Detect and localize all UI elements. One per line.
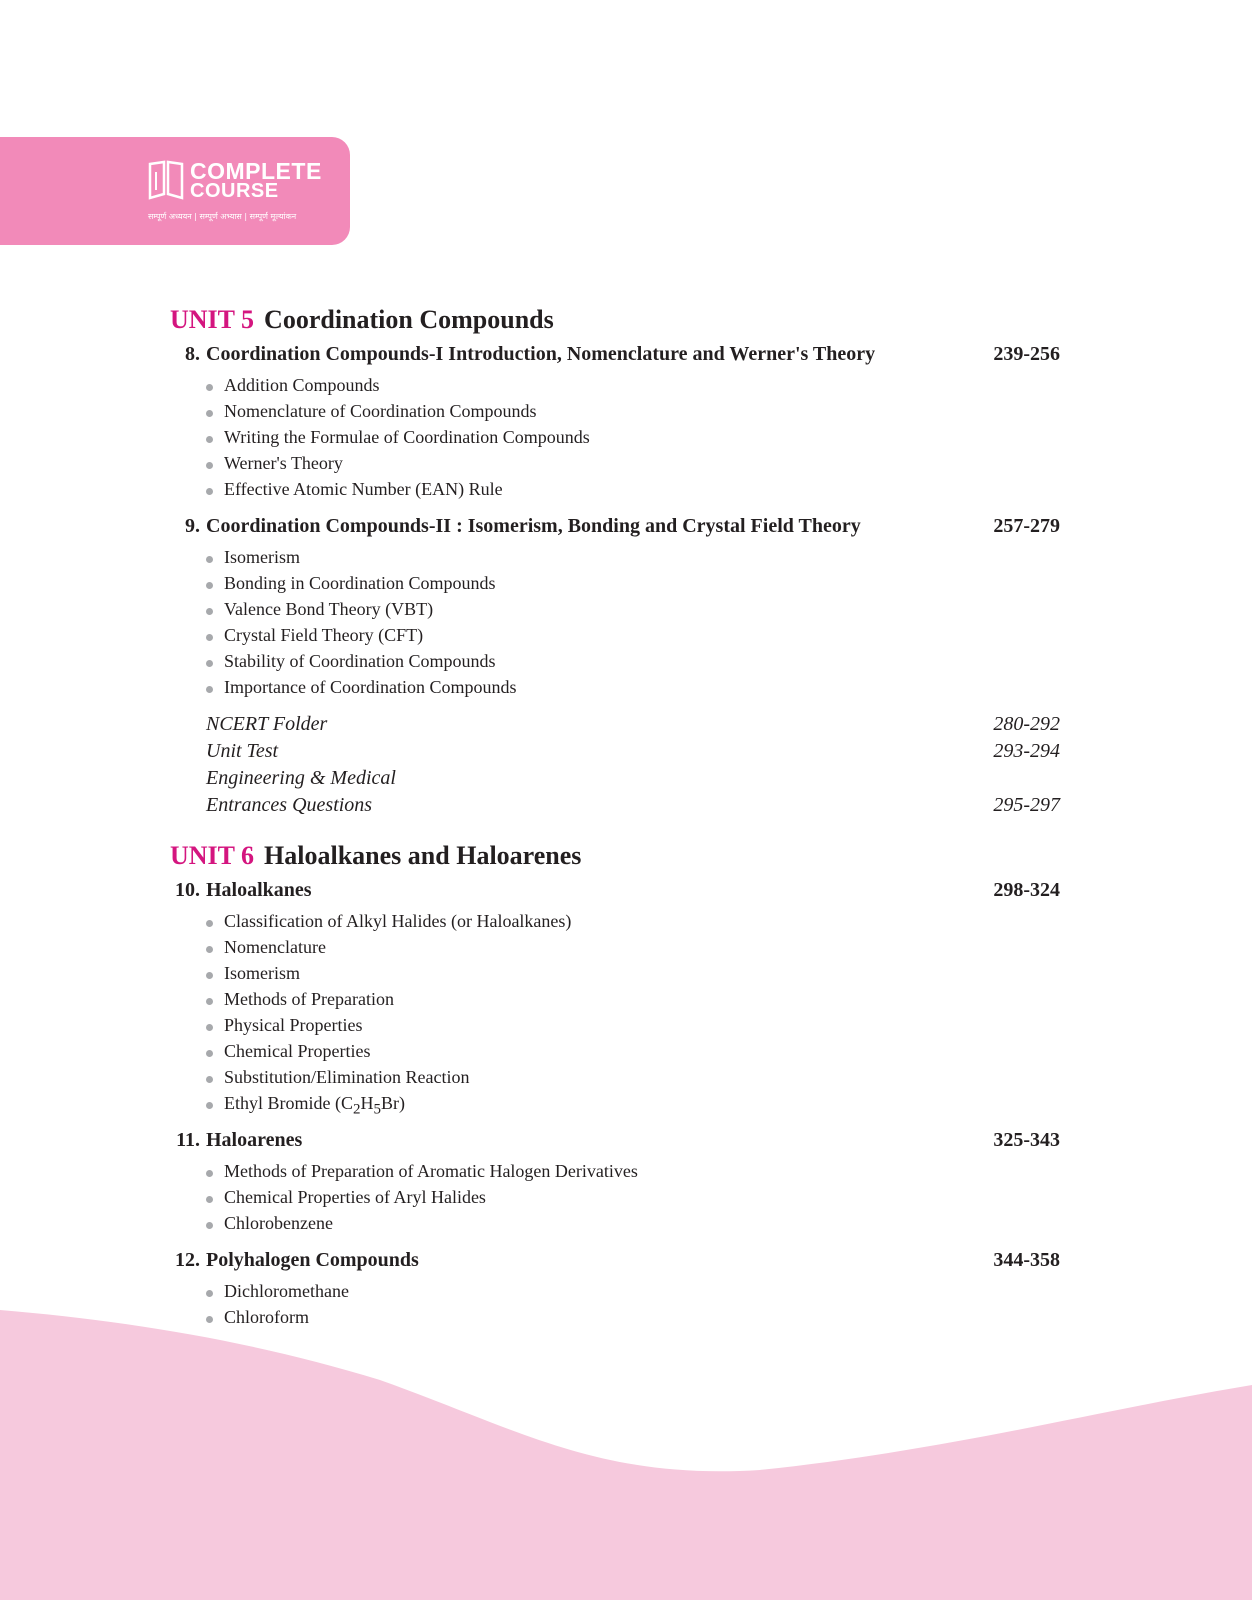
topic-item: Bonding in Coordination Compounds	[170, 573, 1060, 599]
topic-item: Methods of Preparation	[170, 989, 1060, 1015]
chapter-heading[interactable]	[170, 515, 1060, 547]
table-of-contents	[170, 305, 1060, 1343]
extra-pages: 295-297	[993, 794, 1060, 816]
topic-item: Chlorobenzene	[170, 1213, 1060, 1239]
extra-pages: 293-294	[993, 740, 1060, 762]
bullet-icon	[206, 410, 213, 417]
bullet-icon	[206, 1290, 213, 1297]
bullet-icon	[206, 1222, 213, 1229]
unit-heading	[170, 841, 1060, 879]
chapter-number: 8.	[185, 343, 200, 365]
extra-section[interactable]	[170, 740, 1060, 767]
topic-list	[170, 911, 1060, 1119]
topic-item: Addition Compounds	[170, 375, 1060, 401]
topic-item: Isomerism	[170, 547, 1060, 573]
chapter-title: Coordination Compounds-II : Isomerism, Bonding and Crystal Field Theory	[206, 515, 861, 537]
bullet-icon	[206, 384, 213, 391]
extra-title: NCERT Folder	[206, 713, 328, 735]
bullet-icon	[206, 556, 213, 563]
chapter-pages: 344-358	[993, 1249, 1060, 1271]
topic-item: Valence Bond Theory (VBT)	[170, 599, 1060, 625]
topic-list	[170, 1281, 1060, 1333]
bullet-icon	[206, 686, 213, 693]
unit-title: Coordination Compounds	[264, 305, 554, 334]
bullet-icon	[206, 488, 213, 495]
unit-number: UNIT 6	[170, 841, 255, 870]
unit-title: Haloalkanes and Haloarenes	[264, 841, 582, 870]
topic-item: Ethyl Bromide $(C_2H_5Br)$	[170, 1093, 1060, 1119]
bullet-icon	[206, 582, 213, 589]
extra-title: Entrances Questions	[206, 794, 373, 816]
chapter-title: Haloarenes	[206, 1129, 303, 1151]
chapter-heading[interactable]	[170, 1129, 1060, 1161]
bullet-icon	[206, 608, 213, 615]
chapter-pages: 325-343	[993, 1129, 1060, 1151]
bullet-icon	[206, 1196, 213, 1203]
topic-item: Chloroform	[170, 1307, 1060, 1333]
topic-list	[170, 1161, 1060, 1239]
topic-item: Classification of Alkyl Halides (or Haloalkanes)	[170, 911, 1060, 937]
topic-item: Nomenclature of Coordination Compounds	[170, 401, 1060, 427]
bullet-icon	[206, 1170, 213, 1177]
extra-section[interactable]	[170, 794, 1060, 821]
topic-item: Stability of Coordination Compounds	[170, 651, 1060, 677]
bullet-icon	[206, 634, 213, 641]
chapter-number: 10.	[175, 879, 200, 901]
chapter-title: Haloalkanes	[206, 879, 312, 901]
topic-item: Chemical Properties of Aryl Halides	[170, 1187, 1060, 1213]
unit-heading	[170, 305, 1060, 343]
chapter-number: 9.	[185, 515, 200, 537]
topic-item: Dichloromethane	[170, 1281, 1060, 1307]
bullet-icon	[206, 436, 213, 443]
bullet-icon	[206, 462, 213, 469]
bullet-icon	[206, 660, 213, 667]
topic-item: Importance of Coordination Compounds	[170, 677, 1060, 703]
topic-item: Writing the Formulae of Coordination Compounds	[170, 427, 1060, 453]
extra-pages: 280-292	[993, 713, 1060, 735]
chapter-heading[interactable]	[170, 343, 1060, 375]
chapter-heading[interactable]	[170, 879, 1060, 911]
bullet-icon	[206, 1316, 213, 1323]
extra-section[interactable]	[170, 767, 1060, 794]
bullet-icon	[206, 1050, 213, 1057]
topic-item: Nomenclature	[170, 937, 1060, 963]
chapter-pages: 257-279	[993, 515, 1060, 537]
topic-item: Methods of Preparation of Aromatic Halogen Derivatives	[170, 1161, 1060, 1187]
bullet-icon	[206, 1076, 213, 1083]
bullet-icon	[206, 1024, 213, 1031]
chapter-title: Polyhalogen Compounds	[206, 1249, 419, 1271]
bullet-icon	[206, 920, 213, 927]
chapter-number: 12.	[175, 1249, 200, 1271]
logo-title-line1: COMPLETE	[190, 158, 322, 184]
unit-number: UNIT 5	[170, 305, 255, 334]
chapter-title: Coordination Compounds-I Introduction, Nomenclature and Werner's Theory	[206, 343, 876, 365]
topic-item: Substitution/Elimination Reaction	[170, 1067, 1060, 1093]
chapter-number: 11.	[176, 1129, 200, 1151]
bullet-icon	[206, 946, 213, 953]
topic-item: Crystal Field Theory (CFT)	[170, 625, 1060, 651]
topic-item: Effective Atomic Number (EAN) Rule	[170, 479, 1060, 505]
extra-title: Unit Test	[206, 740, 279, 762]
bullet-icon	[206, 972, 213, 979]
logo-title-line2: COURSE	[190, 180, 279, 202]
logo-tagline: सम्पूर्ण अध्ययन | सम्पूर्ण अभ्यास | सम्पूर्ण मूल्यांकन	[148, 212, 297, 221]
chapter-heading[interactable]	[170, 1249, 1060, 1281]
chapter-pages: 239-256	[993, 343, 1060, 365]
chapter-pages: 298-324	[993, 879, 1060, 901]
topic-item: Isomerism	[170, 963, 1060, 989]
extra-title: Engineering & Medical	[206, 767, 396, 789]
topic-item: Physical Properties	[170, 1015, 1060, 1041]
bullet-icon	[206, 1102, 213, 1109]
bullet-icon	[206, 998, 213, 1005]
extra-section[interactable]	[170, 713, 1060, 740]
open-book-icon	[148, 160, 184, 202]
topic-list	[170, 375, 1060, 505]
topic-list	[170, 547, 1060, 703]
topic-item: Werner's Theory	[170, 453, 1060, 479]
decorative-wave	[0, 1300, 1252, 1600]
topic-item: Chemical Properties	[170, 1041, 1060, 1067]
